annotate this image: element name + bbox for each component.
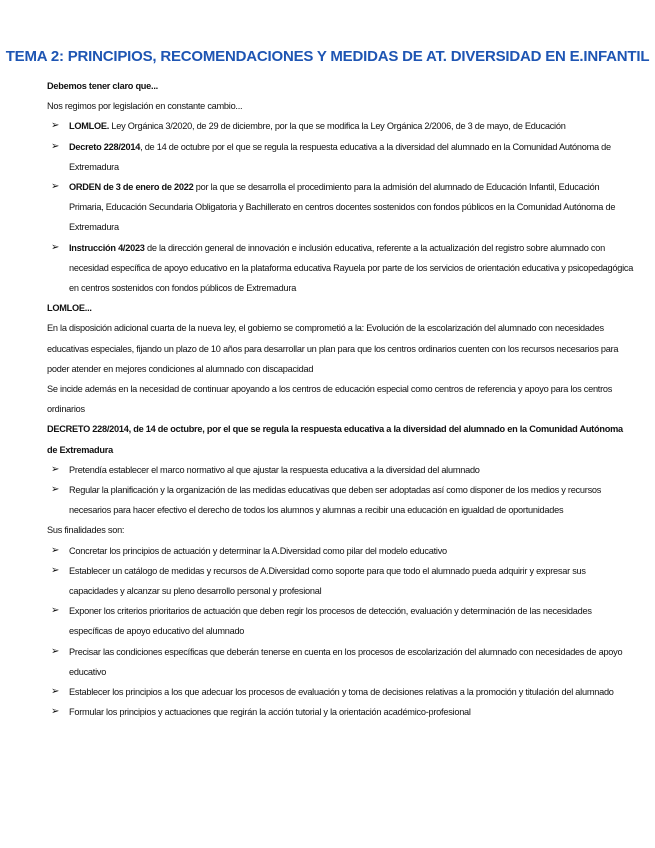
law-name: ORDEN de 3 de enero de 2022 [69,182,194,193]
laws-list [47,116,635,298]
law-text: por la que se desarrolla el procedimiento para la admisión del alumnado de Educación Infantil, Educación Primaria, Educación Secundaria Obligatoria y Bachillerato en centros docentes sostenidos con fondos públicos en la Comunidad Autónoma de Extremadura [69,182,616,233]
lomloe-paragraph-1: En la disposición adicional cuarta de la nueva ley, el gobierno se comprometió a la: Evolución de la escolarización del alumnado con necesidades educativas especiales, fijando un plazo de 10 años para desarrollar un plan para que los centros ordinarios cuenten con los recursos necesarios para poder atender en mejores condiciones al alumnado con discapacidad [47,323,619,374]
finalidades-label: Sus finalidades son: [47,525,125,536]
list-item [47,177,635,238]
law-text: Ley Orgánica 3/2020, de 29 de diciembre, por la que se modifica la Ley Orgánica 2/2006, de 3 de mayo, de Educación [109,121,566,132]
decreto-heading: DECRETO 228/2014, de 14 de octubre, por el que se regula la respuesta educativa a la diversidad del alumnado en la Comunidad Autónoma de Extremadura [47,424,623,455]
list-item-text: Formular los principios y actuaciones que regirán la acción tutorial y la orientación académico-profesional [69,707,471,718]
arrow-bullet-icon: ➢ [51,181,60,193]
law-name: Instrucción 4/2023 [69,242,145,253]
arrow-bullet-icon: ➢ [51,484,60,496]
page-title: TEMA 2: PRINCIPIOS, RECOMENDACIONES Y MEDIDAS DE AT. DIVERSIDAD EN E.INFANTIL [5,48,650,65]
lomloe-paragraph-2: Se incide además en la necesidad de continuar apoyando a los centros de educación especial como centros de referencia y apoyo para los centros ordinarios [47,384,613,415]
list-item [47,642,635,682]
arrow-bullet-icon: ➢ [51,605,60,617]
arrow-bullet-icon: ➢ [51,706,60,718]
intro-heading: Debemos tener claro que... [47,81,158,91]
law-name: Decreto 228/2014 [69,141,141,152]
list-item-text: Pretendía establecer el marco normativo al que ajustar la respuesta educativa a la diversidad del alumnado [69,464,480,475]
list-item [47,137,635,177]
list-item [47,116,635,136]
law-text: de la dirección general de innovación e inclusión educativa, referente a la actualización del registro sobre alumnado con necesidad específica de apoyo educativo en la plataforma educativa Rayuela por parte de los servicios de orientación educativa y psicopedagógica en centros sostenidos con fondos públicos de Extremadura [69,242,634,294]
finalidades-list [47,541,635,723]
law-text: , de 14 de octubre por el que se regula la respuesta educativa a la diversidad del alumnado en la Comunidad Autónoma de Extremadura [69,141,611,172]
intro-line: Nos regimos por legislación en constante cambio... [47,101,243,112]
list-item-text: Concretar los principios de actuación y determinar la A.Diversidad como pilar del modelo educativo [69,545,447,556]
arrow-bullet-icon: ➢ [51,564,60,576]
list-item-text: Establecer un catálogo de medidas y recursos de A.Diversidad como soporte para que todo el alumnado pueda adquirir y expresar sus capacidades y alcanzar su pleno desarrollo personal y profesional [69,565,586,597]
list-item-text: Precisar las condiciones específicas que deberán tenerse en cuenta en los procesos de escolarización del alumnado con necesidades de apoyo educativo [69,646,623,677]
arrow-bullet-icon: ➢ [51,140,60,152]
arrow-bullet-icon: ➢ [51,463,60,475]
arrow-bullet-icon: ➢ [51,120,60,132]
list-item [47,460,635,480]
law-name: LOMLOE. [69,121,110,132]
list-item [47,541,635,561]
list-item [47,601,635,641]
arrow-bullet-icon: ➢ [51,645,60,657]
list-item-text: Exponer los criterios prioritarios de actuación que deben regir los procesos de detección, evaluación y determinación de las necesidades específicas de apoyo educativo del alumnado [69,606,592,637]
decreto-list [47,460,635,521]
list-item-text: Establecer los principios a los que adecuar los procesos de evaluación y toma de decisiones relativas a la promoción y titulación del alumnado [69,687,614,698]
arrow-bullet-icon: ➢ [51,544,60,556]
list-item [47,561,635,601]
arrow-bullet-icon: ➢ [51,241,60,253]
document-body [47,76,635,723]
lomloe-heading: LOMLOE... [47,303,92,314]
list-item [47,480,635,520]
arrow-bullet-icon: ➢ [51,686,60,698]
list-item [47,238,635,299]
list-item [47,682,635,702]
list-item [47,702,635,722]
list-item-text: Regular la planificación y la organización de las medidas educativas que deben ser adoptadas así como disponer de los medios y recursos necesarios para hacer efectivo el derecho de todos los alumnos y alumnas a recibir una educación en igualdad de oportunidades [69,485,602,516]
